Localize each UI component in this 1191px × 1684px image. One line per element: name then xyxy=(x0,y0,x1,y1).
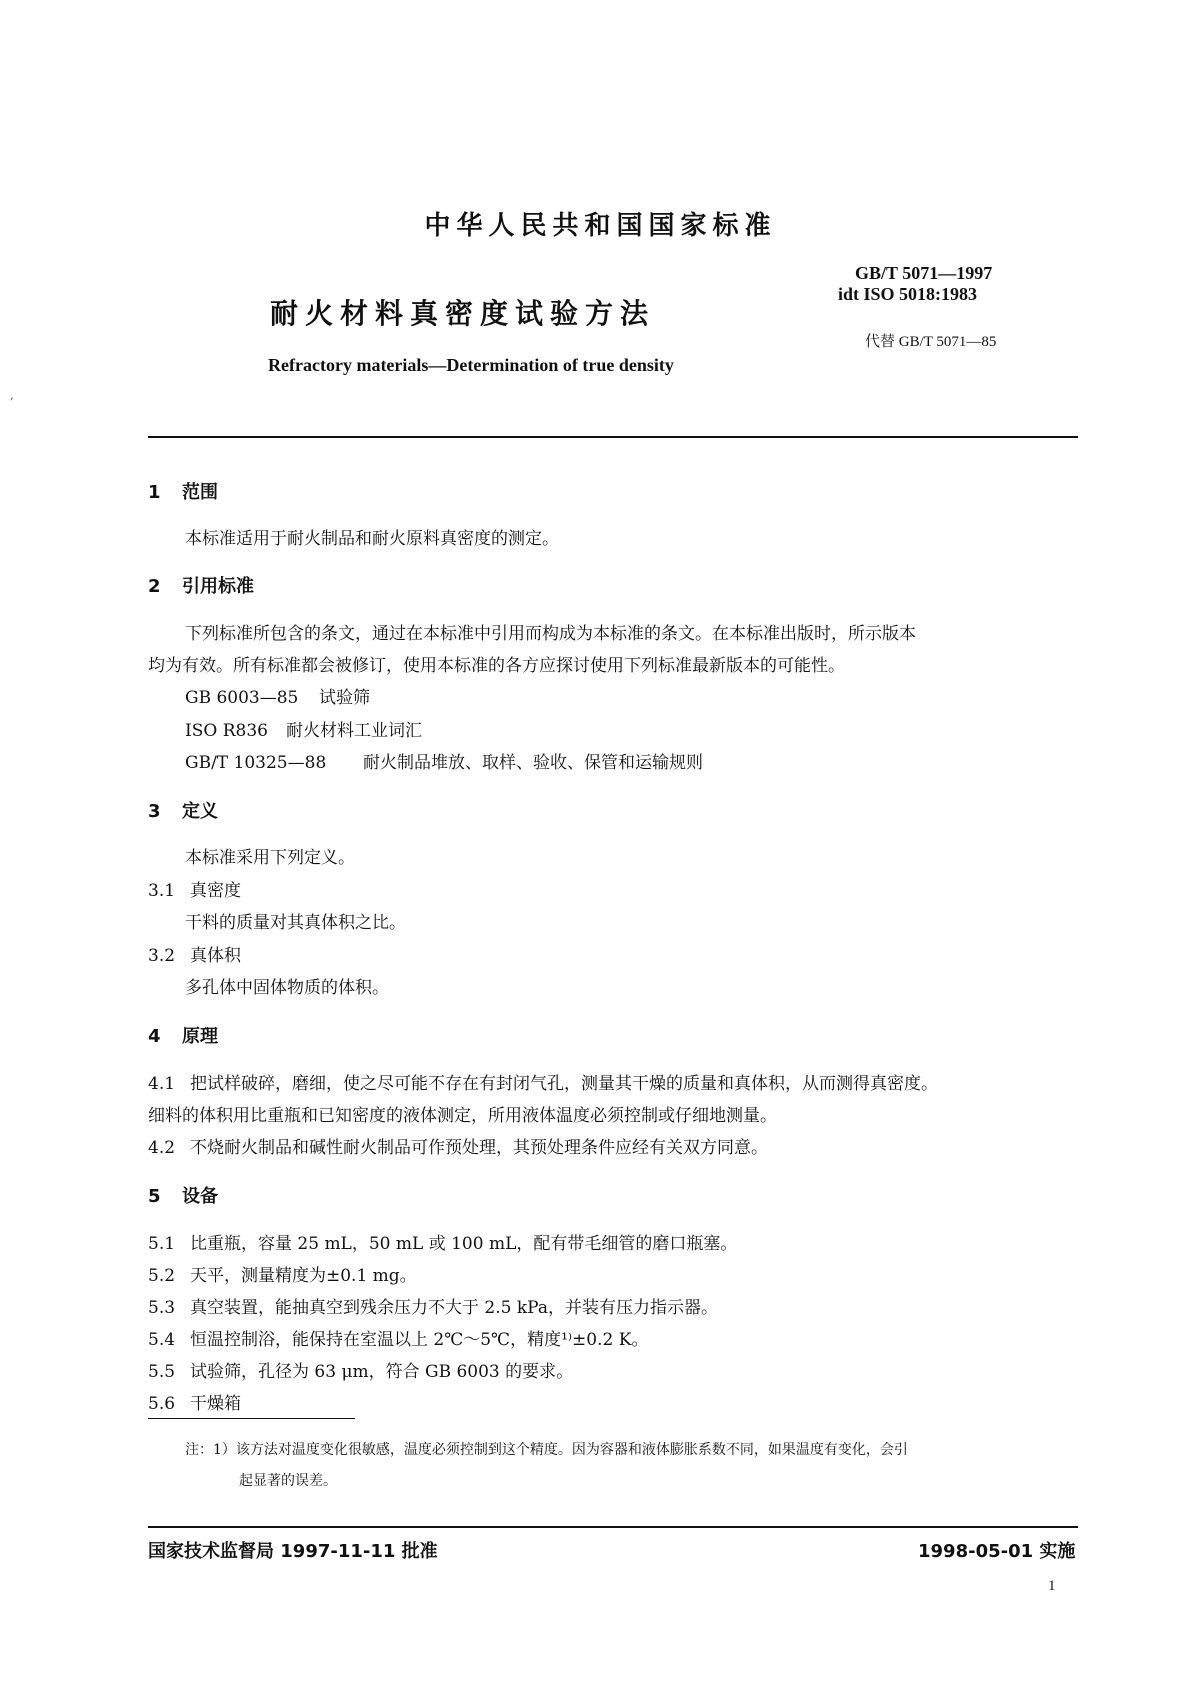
section-title: 范围 xyxy=(182,482,218,503)
clause-5-6 xyxy=(148,1389,241,1414)
footnote-line1: 注：1）该方法对温度变化很敏感，温度必须控制到这个精度。因为容器和液体膨胀系数不同，如果温度有变化，会引 xyxy=(185,1442,908,1458)
clause-number: 4.1 xyxy=(148,1074,176,1094)
clause-3-1 xyxy=(148,876,241,901)
section-1-text: 本标准适用于耐火制品和耐火原料真密度的测定。 xyxy=(185,529,559,549)
document-title-en: Refractory materials—Determination of true density xyxy=(268,355,674,375)
clause-term: 真密度 xyxy=(190,881,241,901)
approval-info: 国家技术监督局 1997-11-11 批准 xyxy=(148,1541,438,1562)
section-number: 1 xyxy=(148,482,161,503)
clause-text: 比重瓶，容量 25 mL，50 mL 或 100 mL，配有带毛细管的磨口瓶塞。 xyxy=(190,1234,738,1254)
clause-text: 不烧耐火制品和碱性耐火制品可作预处理，其预处理条件应经有关双方同意。 xyxy=(190,1138,768,1158)
reference-title: 试验筛 xyxy=(319,688,370,708)
effective-date: 1998-05-01 实施 xyxy=(918,1541,1076,1562)
clause-number: 5.2 xyxy=(148,1266,176,1286)
clause-term: 真体积 xyxy=(190,946,241,966)
replaces-standard: 代替 GB/T 5071—85 xyxy=(865,334,997,350)
standard-number: GB/T 5071—1997 xyxy=(855,263,993,283)
reference-code: ISO R836 xyxy=(185,721,268,741)
clause-text: 真空装置，能抽真空到残余压力不大于 2.5 kPa，并装有压力指示器。 xyxy=(190,1298,718,1318)
national-standard-title: 中华人民共和国国家标准 xyxy=(424,211,777,241)
section-2-heading xyxy=(148,572,254,598)
footnote-line2: 起显著的误差。 xyxy=(239,1473,337,1489)
scan-mark: , xyxy=(10,388,14,402)
reference-code: GB 6003—85 xyxy=(185,688,299,708)
clause-number: 3.1 xyxy=(148,881,176,901)
document-title-cn: 耐火材料真密度试验方法 xyxy=(270,297,656,330)
reference-item xyxy=(185,748,703,773)
reference-title: 耐火材料工业词汇 xyxy=(286,721,422,741)
footnote-divider xyxy=(148,1418,355,1419)
section-3-heading xyxy=(148,797,218,823)
section-title: 原理 xyxy=(182,1026,218,1047)
clause-5-5 xyxy=(148,1357,573,1382)
section-number: 5 xyxy=(148,1186,161,1207)
clause-4-1-line2: 细料的体积用比重瓶和已知密度的液体测定，所用液体温度必须控制或仔细地测量。 xyxy=(148,1106,777,1126)
clause-text: 干燥箱 xyxy=(190,1394,241,1414)
section-number: 4 xyxy=(148,1026,161,1047)
reference-item xyxy=(185,683,370,708)
section-title: 引用标准 xyxy=(182,576,254,597)
clause-3-1-definition: 干料的质量对其真体积之比。 xyxy=(185,913,406,933)
section-3-text: 本标准采用下列定义。 xyxy=(185,848,355,868)
section-number: 3 xyxy=(148,801,161,822)
clause-number: 5.1 xyxy=(148,1234,176,1254)
clause-3-2-definition: 多孔体中固体物质的体积。 xyxy=(185,978,389,998)
clause-5-4 xyxy=(148,1325,648,1350)
standard-idt: idt ISO 5018:1983 xyxy=(838,284,978,304)
clause-4-2 xyxy=(148,1133,768,1158)
reference-code: GB/T 10325—88 xyxy=(185,753,327,773)
section-title: 定义 xyxy=(182,801,218,822)
footer-divider xyxy=(148,1526,1078,1528)
clause-5-1 xyxy=(148,1229,737,1254)
clause-number: 4.2 xyxy=(148,1138,176,1158)
clause-number: 5.6 xyxy=(148,1394,176,1414)
clause-5-2 xyxy=(148,1261,417,1286)
clause-number: 5.5 xyxy=(148,1362,176,1382)
clause-4-1 xyxy=(148,1069,938,1094)
header-divider xyxy=(148,436,1078,438)
clause-number: 5.3 xyxy=(148,1298,176,1318)
clause-5-3 xyxy=(148,1293,718,1318)
section-number: 2 xyxy=(148,576,161,597)
clause-text: 天平，测量精度为±0.1 mg。 xyxy=(190,1266,417,1286)
clause-3-2 xyxy=(148,941,241,966)
clause-text: 把试样破碎，磨细，使之尽可能不存在有封闭气孔，测量其干燥的质量和真体积，从而测得真密度。 xyxy=(190,1074,938,1094)
section-title: 设备 xyxy=(182,1186,218,1207)
section-2-text-line2: 均为有效。所有标准都会被修订，使用本标准的各方应探讨使用下列标准最新版本的可能性。 xyxy=(148,656,845,676)
section-1-heading xyxy=(148,478,218,504)
section-4-heading xyxy=(148,1022,218,1048)
clause-number: 3.2 xyxy=(148,946,176,966)
clause-text: 试验筛，孔径为 63 μm，符合 GB 6003 的要求。 xyxy=(190,1362,574,1382)
reference-item xyxy=(185,716,422,741)
page-number: 1 xyxy=(1048,1578,1056,1594)
section-2-text-line1: 下列标准所包含的条文，通过在本标准中引用而构成为本标准的条文。在本标准出版时，所示版本 xyxy=(185,624,916,644)
reference-title: 耐火制品堆放、取样、验收、保管和运输规则 xyxy=(363,753,703,773)
clause-number: 5.4 xyxy=(148,1330,176,1350)
clause-text: 恒温控制浴，能保持在室温以上 2℃～5℃，精度¹⁾±0.2 K。 xyxy=(190,1330,649,1350)
section-5-heading xyxy=(148,1182,218,1208)
